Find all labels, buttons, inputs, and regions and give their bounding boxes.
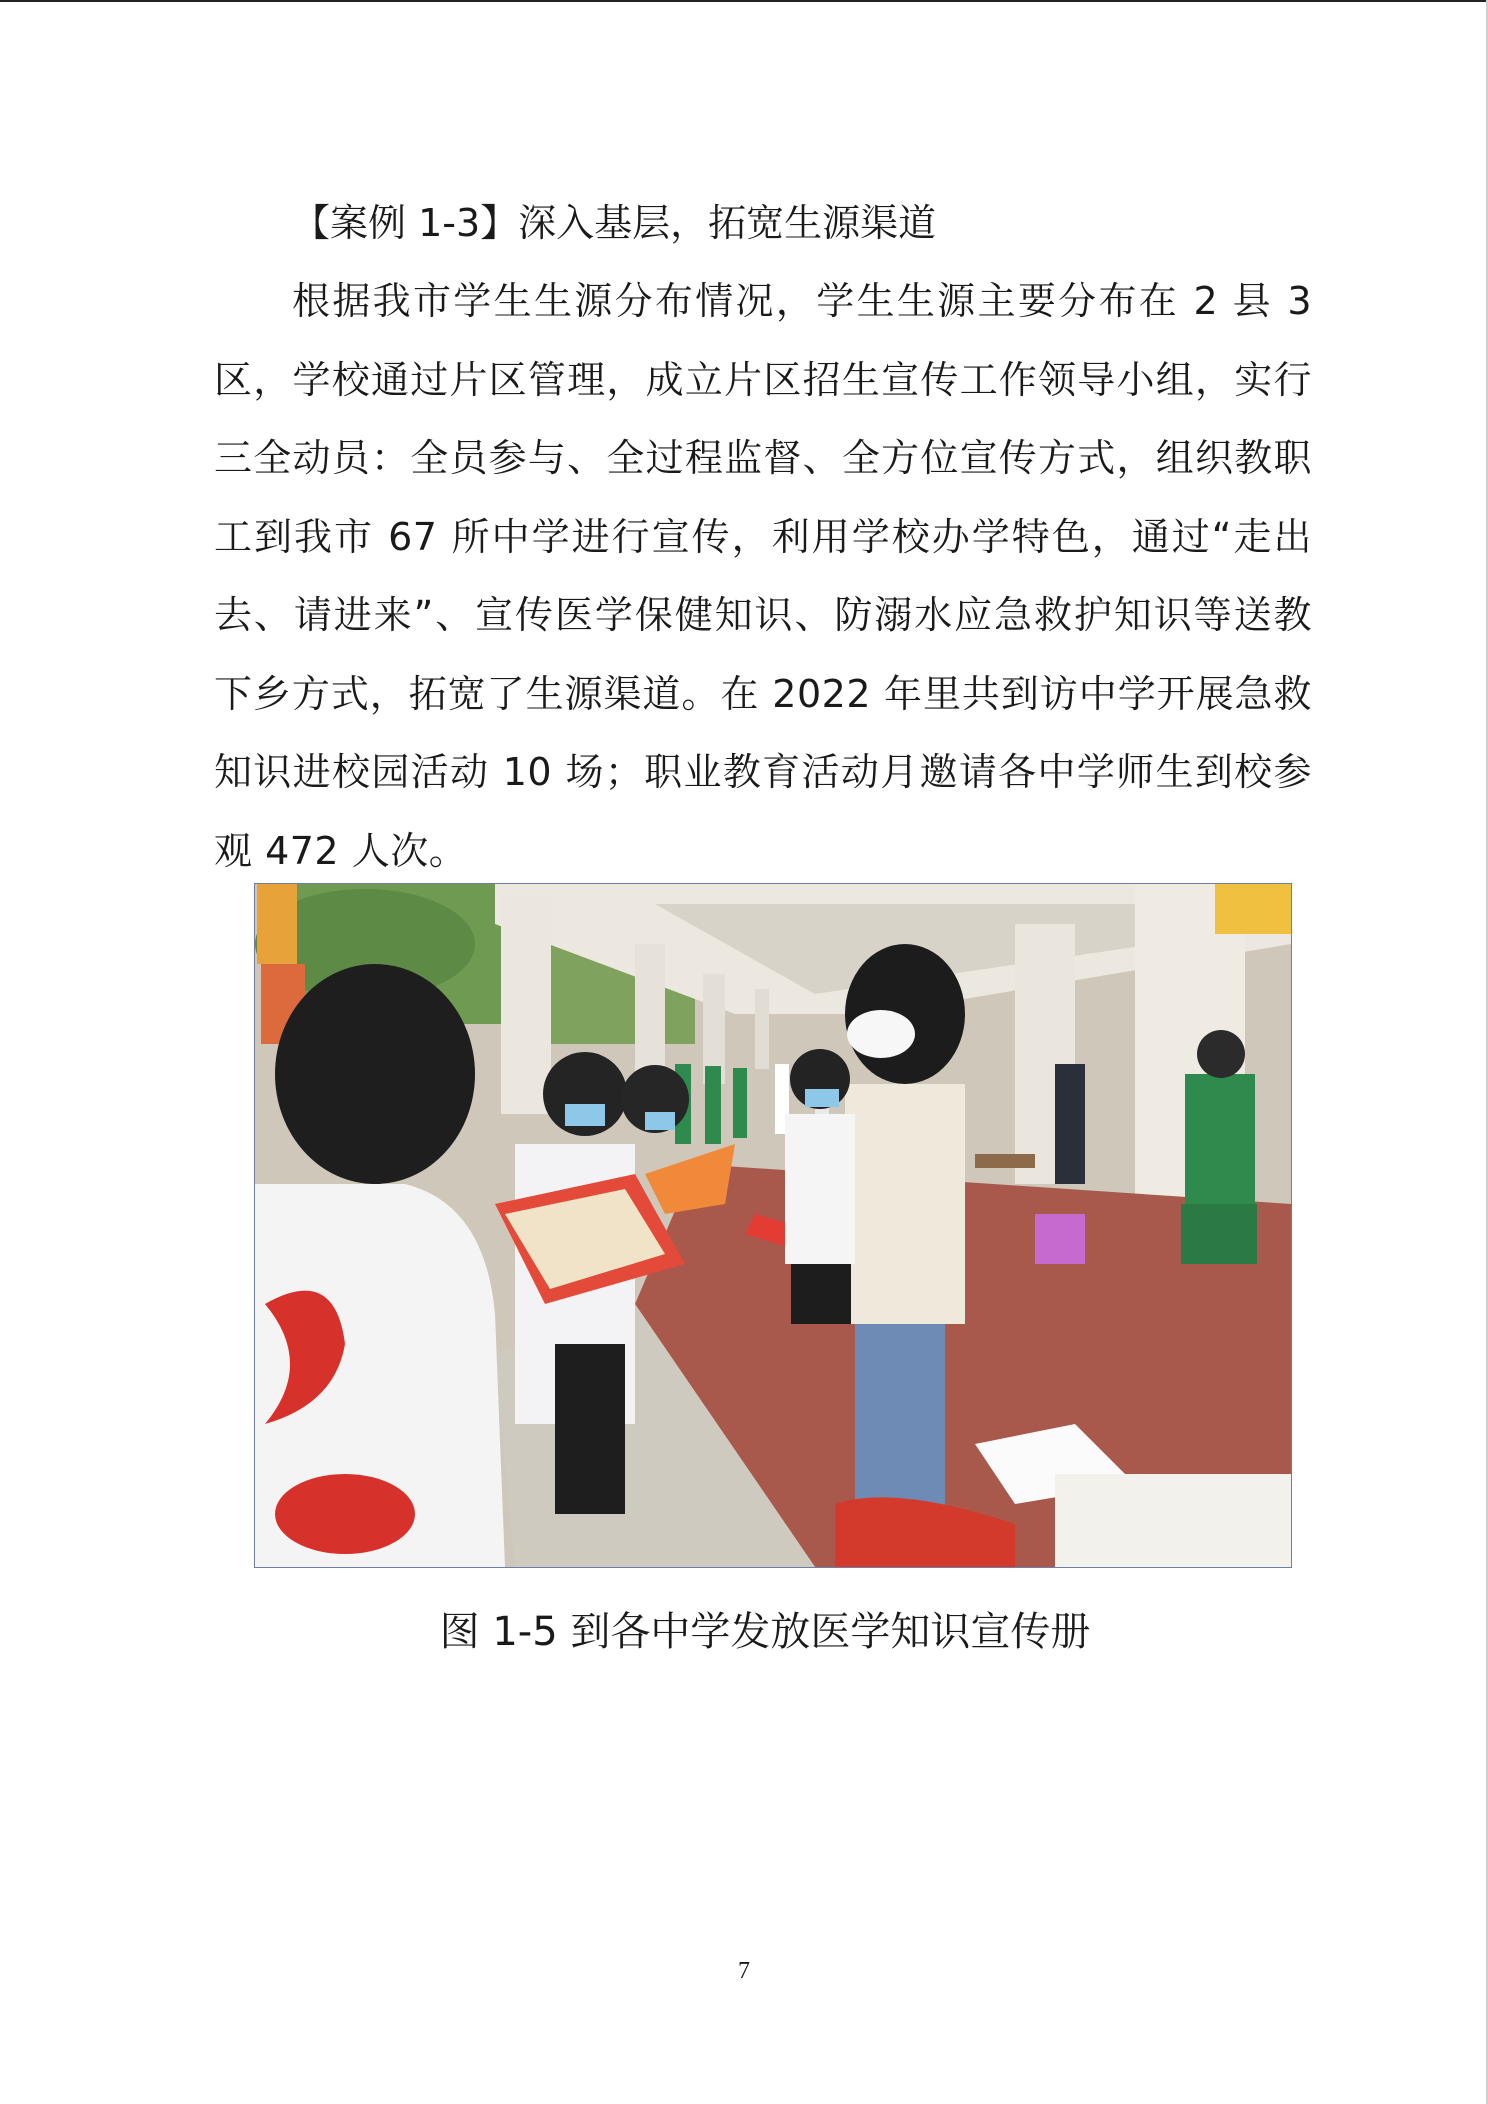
student-white-top (785, 1114, 855, 1264)
figure-caption (0, 1606, 1488, 1658)
body-paragraph: 根据我市学生生源分布情况，学生生源主要分布在 2 县 3 区，学校通过片区管理，成立片区招生宣传工作领导小组，实行三全动员：全员参与、全过程监督、全方位宣传方式，组织教职工到我市 67 所中学进行宣传，利用学校办学特色，通过“走出去、请进来”、宣传医学保健知识、防溺水应急救护知识等送教下乡方式，拓宽了生源渠道。在 2022 年里共到访中学开展急救知识进校园活动 10 场；职业教育活动月邀请各中学师生到校参观 472 人次。 (214, 279, 1312, 873)
student-green (733, 1068, 747, 1138)
poster (1215, 884, 1291, 934)
student-head (1197, 1030, 1245, 1078)
figure-caption-text: 图 1-5 到各中学发放医学知识宣传册 (439, 1609, 1091, 1655)
top-border-line (0, 0, 1488, 2)
student-green-skirt (1181, 1204, 1257, 1264)
student-trousers (555, 1344, 625, 1514)
woman-cardigan (845, 1084, 965, 1324)
face-mask (565, 1104, 605, 1126)
photo-illustration (255, 884, 1291, 1567)
face-mask (645, 1112, 675, 1130)
case-heading: 【案例 1-3】深入基层，拓宽生源渠道 (292, 201, 937, 245)
student-shorts (791, 1264, 851, 1324)
pink-stool (1035, 1214, 1085, 1264)
face-mask (805, 1089, 839, 1107)
pillar (755, 989, 769, 1069)
small-table (975, 1154, 1035, 1168)
girl-hair (275, 964, 475, 1184)
student-green-right (1185, 1074, 1255, 1204)
student-green (705, 1066, 721, 1144)
page-number: 7 (738, 1958, 750, 1984)
woman-mask (847, 1010, 915, 1058)
student-dark (1055, 1064, 1085, 1184)
table-sheet (1055, 1474, 1291, 1567)
shirt-lion-print (275, 1474, 415, 1554)
pillar (501, 894, 551, 1114)
poster (257, 884, 297, 964)
figure-photo (254, 883, 1292, 1568)
